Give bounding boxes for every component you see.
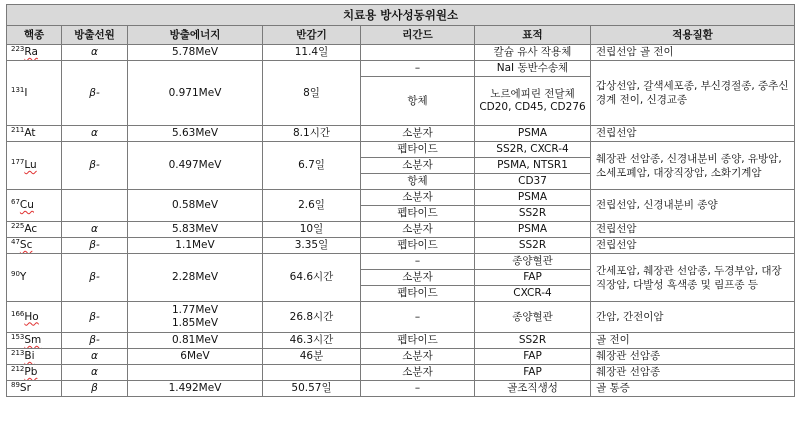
target-cell: FAP xyxy=(475,270,591,286)
ligand-cell: 소분자 xyxy=(361,222,475,238)
target-cell: 골조직생성 xyxy=(475,381,591,397)
disease-cell: 췌장관 선암종, 신경내분비 종양, 유방암, 소세포폐암, 대장직장암, 소화기계암 xyxy=(591,142,795,190)
table-row xyxy=(7,142,795,158)
disease-cell: 췌장관 선암종 xyxy=(591,349,795,365)
energy-cell: 2.28MeV xyxy=(128,254,263,302)
table-row xyxy=(7,45,795,61)
radiation-cell: β- xyxy=(62,254,128,302)
target-cell: NaI 동반수송체 xyxy=(475,61,591,77)
ligand-cell: 소분자 xyxy=(361,349,475,365)
energy-cell: 5.78MeV xyxy=(128,45,263,61)
header-radiation: 방출선원 xyxy=(62,26,128,45)
target-cell: FAP xyxy=(475,365,591,381)
energy-cell: 1.492MeV xyxy=(128,381,263,397)
target-cell: 종양혈관 xyxy=(475,302,591,333)
nuclide-cell: $^{47}$Sc xyxy=(7,238,62,254)
target-cell: PSMA xyxy=(475,222,591,238)
ligand-cell: 펩타이드 xyxy=(361,142,475,158)
table-row xyxy=(7,222,795,238)
half-life-cell: 8일 xyxy=(263,61,361,126)
ligand-cell: 소분자 xyxy=(361,270,475,286)
energy-cell: 0.971MeV xyxy=(128,61,263,126)
radiation-cell: β- xyxy=(62,142,128,190)
target-cell: PSMA, NTSR1 xyxy=(475,158,591,174)
radiation-cell: β xyxy=(62,381,128,397)
disease-cell: 전립선암 xyxy=(591,126,795,142)
half-life-cell: 2.6일 xyxy=(263,190,361,222)
radiation-cell: α xyxy=(62,45,128,61)
nuclide-cell: $^{212}$Pb xyxy=(7,365,62,381)
energy-cell: 1.77MeV 1.85MeV xyxy=(128,302,263,333)
half-life-cell: 26.8시간 xyxy=(263,302,361,333)
target-cell: CD37 xyxy=(475,174,591,190)
nuclide-cell: $^{166}$Ho xyxy=(7,302,62,333)
nuclide-cell: $^{153}$Sm xyxy=(7,333,62,349)
radiation-cell: β- xyxy=(62,61,128,126)
half-life-cell: 11.4일 xyxy=(263,45,361,61)
header-energy: 방출에너지 xyxy=(128,26,263,45)
target-cell: SS2R xyxy=(475,333,591,349)
disease-cell: 골 전이 xyxy=(591,333,795,349)
disease-cell: 전립선암 xyxy=(591,222,795,238)
table-row xyxy=(7,254,795,270)
ligand-cell: 소분자 xyxy=(361,190,475,206)
table-row xyxy=(7,365,795,381)
ligand-cell: 소분자 xyxy=(361,365,475,381)
nuclide-cell: $^{223}$Ra xyxy=(7,45,62,61)
energy-cell: 0.58MeV xyxy=(128,190,263,222)
disease-cell: 전립선암 골 전이 xyxy=(591,45,795,61)
nuclide-cell: $^{213}$Bi xyxy=(7,349,62,365)
table-row xyxy=(7,302,795,333)
table-row xyxy=(7,190,795,206)
energy-cell: 5.63MeV xyxy=(128,126,263,142)
document-page xyxy=(6,4,794,397)
target-cell: CXCR-4 xyxy=(475,286,591,302)
table-title: 치료용 방사성동위원소 xyxy=(7,5,795,26)
target-cell: PSMA xyxy=(475,126,591,142)
ligand-cell: – xyxy=(361,254,475,270)
energy-cell: 0.497MeV xyxy=(128,142,263,190)
table-row xyxy=(7,238,795,254)
disease-cell: 간세포암, 췌장관 선암종, 두경부암, 대장직장암, 다발성 흑색종 및 림프종 등 xyxy=(591,254,795,302)
header-disease: 적용질환 xyxy=(591,26,795,45)
ligand-cell: – xyxy=(361,381,475,397)
ligand-cell: 항체 xyxy=(361,77,475,126)
target-cell: 칼슘 유사 작용체 xyxy=(475,45,591,61)
nuclide-cell: $^{225}$Ac xyxy=(7,222,62,238)
radiation-cell: α xyxy=(62,222,128,238)
half-life-cell: 6.7일 xyxy=(263,142,361,190)
radiation-cell: α xyxy=(62,349,128,365)
target-cell: 종양혈관 xyxy=(475,254,591,270)
radiation-cell: α xyxy=(62,365,128,381)
energy-cell: 0.81MeV xyxy=(128,333,263,349)
nuclide-cell: $^{90}$Y xyxy=(7,254,62,302)
table-row xyxy=(7,349,795,365)
ligand-cell: 소분자 xyxy=(361,126,475,142)
half-life-cell: 64.6시간 xyxy=(263,254,361,302)
target-cell: SS2R xyxy=(475,206,591,222)
ligand-cell: 펩타이드 xyxy=(361,286,475,302)
nuclide-cell: $^{211}$At xyxy=(7,126,62,142)
table-row xyxy=(7,61,795,77)
ligand-cell xyxy=(361,45,475,61)
radiation-cell: β- xyxy=(62,238,128,254)
disease-cell: 골 통증 xyxy=(591,381,795,397)
ligand-cell: 펩타이드 xyxy=(361,206,475,222)
half-life-cell xyxy=(263,365,361,381)
ligand-cell: 펩타이드 xyxy=(361,238,475,254)
header-ligand: 리간드 xyxy=(361,26,475,45)
ligand-cell: 소분자 xyxy=(361,158,475,174)
table-row xyxy=(7,126,795,142)
nuclide-cell: $^{177}$Lu xyxy=(7,142,62,190)
energy-cell: 5.83MeV xyxy=(128,222,263,238)
nuclide-cell: $^{131}$I xyxy=(7,61,62,126)
disease-cell: 갑상선암, 갈색세포종, 부신경절종, 중추신경계 전이, 신경교종 xyxy=(591,61,795,126)
header-half-life: 반감기 xyxy=(263,26,361,45)
nuclide-cell: $^{67}$Cu xyxy=(7,190,62,222)
radiation-cell: β- xyxy=(62,302,128,333)
header-target: 표적 xyxy=(475,26,591,45)
ligand-cell: – xyxy=(361,302,475,333)
radiation-cell: β- xyxy=(62,333,128,349)
half-life-cell: 46.3시간 xyxy=(263,333,361,349)
target-cell: SS2R xyxy=(475,238,591,254)
radiation-cell: α xyxy=(62,126,128,142)
table-row xyxy=(7,381,795,397)
ligand-cell: – xyxy=(361,61,475,77)
target-cell: SS2R, CXCR-4 xyxy=(475,142,591,158)
disease-cell: 간암, 간전이암 xyxy=(591,302,795,333)
table-row xyxy=(7,333,795,349)
radioisotope-table xyxy=(6,4,795,397)
disease-cell: 전립선암, 신경내분비 종양 xyxy=(591,190,795,222)
energy-cell: 1.1MeV xyxy=(128,238,263,254)
energy-cell: 6MeV xyxy=(128,349,263,365)
half-life-cell: 50.57일 xyxy=(263,381,361,397)
target-cell: 노르에피린 전달체 CD20, CD45, CD276 xyxy=(475,77,591,126)
disease-cell: 췌장관 선암종 xyxy=(591,365,795,381)
radiation-cell xyxy=(62,190,128,222)
disease-cell: 전립선암 xyxy=(591,238,795,254)
nuclide-cell: $^{89}$Sr xyxy=(7,381,62,397)
energy-cell xyxy=(128,365,263,381)
half-life-cell: 8.1시간 xyxy=(263,126,361,142)
header-nuclide: 핵종 xyxy=(7,26,62,45)
half-life-cell: 46분 xyxy=(263,349,361,365)
target-cell: FAP xyxy=(475,349,591,365)
ligand-cell: 항체 xyxy=(361,174,475,190)
half-life-cell: 3.35일 xyxy=(263,238,361,254)
target-cell: PSMA xyxy=(475,190,591,206)
half-life-cell: 10일 xyxy=(263,222,361,238)
ligand-cell: 펩타이드 xyxy=(361,333,475,349)
